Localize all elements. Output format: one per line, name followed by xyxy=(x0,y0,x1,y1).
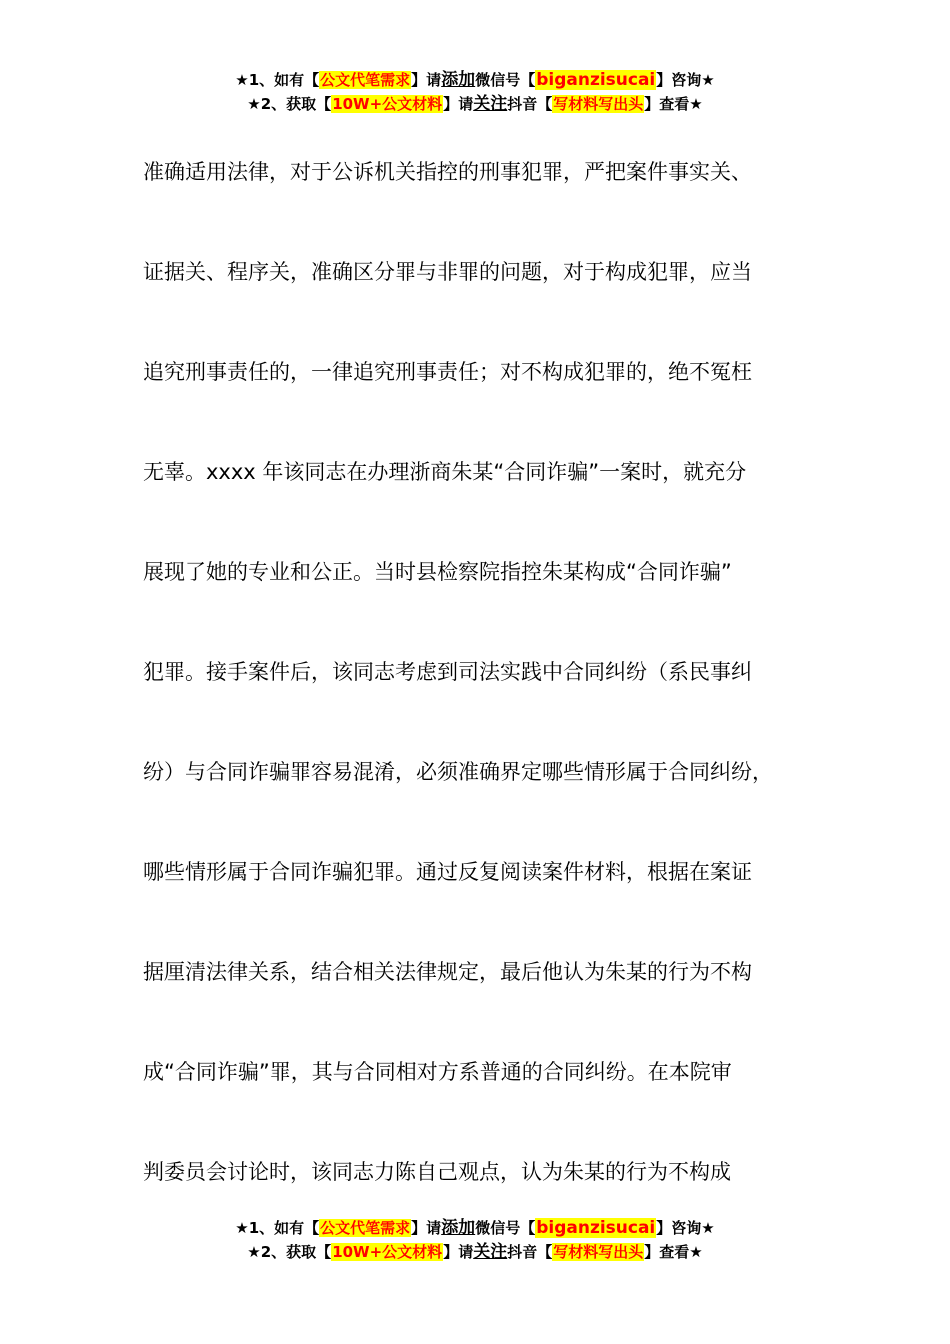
highlight-douyin-account: 写材料写出头 xyxy=(553,1243,644,1261)
header-promo-line-2: ★2、获取【10W+公文材料】请关注抖音【写材料写出头】查看★ xyxy=(247,94,703,114)
body-line: 纷）与合同诈骗罪容易混淆，必须准确界定哪些情形属于合同纠纷， xyxy=(143,760,773,784)
body-line: 展现了她的专业和公正。当时县检察院指控朱某构成“合同诈骗” xyxy=(143,560,732,584)
highlight-wechat-id: biganzisucai xyxy=(536,70,656,90)
highlight-materials: 10W+公文材料 xyxy=(332,1243,443,1261)
body-line: 证据关、程序关，准确区分罪与非罪的问题，对于构成犯罪，应当 xyxy=(143,260,752,284)
header-banner xyxy=(0,68,950,116)
highlight-materials: 10W+公文材料 xyxy=(332,95,443,113)
body-line: 据厘清法律关系，结合相关法律规定，最后他认为朱某的行为不构 xyxy=(143,960,752,984)
highlight-service: 公文代笔需求 xyxy=(320,71,411,89)
body-line: 犯罪。接手案件后，该同志考虑到司法实践中合同纠纷（系民事纠 xyxy=(143,660,752,684)
highlight-douyin-account: 写材料写出头 xyxy=(553,95,644,113)
footer-banner xyxy=(0,1216,950,1264)
body-line: 无辜。xxxx 年该同志在办理浙商朱某“合同诈骗”一案时，就充分 xyxy=(143,460,747,484)
header-promo-line-1: ★1、如有【公文代笔需求】请添加微信号【biganzisucai】咨询★ xyxy=(235,70,715,90)
body-line: 准确适用法律，对于公诉机关指控的刑事犯罪，严把案件事实关、 xyxy=(143,160,752,184)
body-line: 追究刑事责任的，一律追究刑事责任；对不构成犯罪的，绝不冤枉 xyxy=(143,360,752,384)
footer-promo-line-1: ★1、如有【公文代笔需求】请添加微信号【biganzisucai】咨询★ xyxy=(235,1218,715,1238)
body-line: 成“合同诈骗”罪，其与合同相对方系普通的合同纠纷。在本院审 xyxy=(143,1060,732,1084)
document-body xyxy=(143,122,833,1222)
body-line: 哪些情形属于合同诈骗犯罪。通过反复阅读案件材料，根据在案证 xyxy=(143,860,752,884)
highlight-service: 公文代笔需求 xyxy=(320,1219,411,1237)
highlight-wechat-id: biganzisucai xyxy=(536,1218,656,1238)
footer-promo-line-2: ★2、获取【10W+公文材料】请关注抖音【写材料写出头】查看★ xyxy=(247,1242,703,1262)
body-line: 判委员会讨论时，该同志力陈自己观点，认为朱某的行为不构成 xyxy=(143,1160,731,1184)
